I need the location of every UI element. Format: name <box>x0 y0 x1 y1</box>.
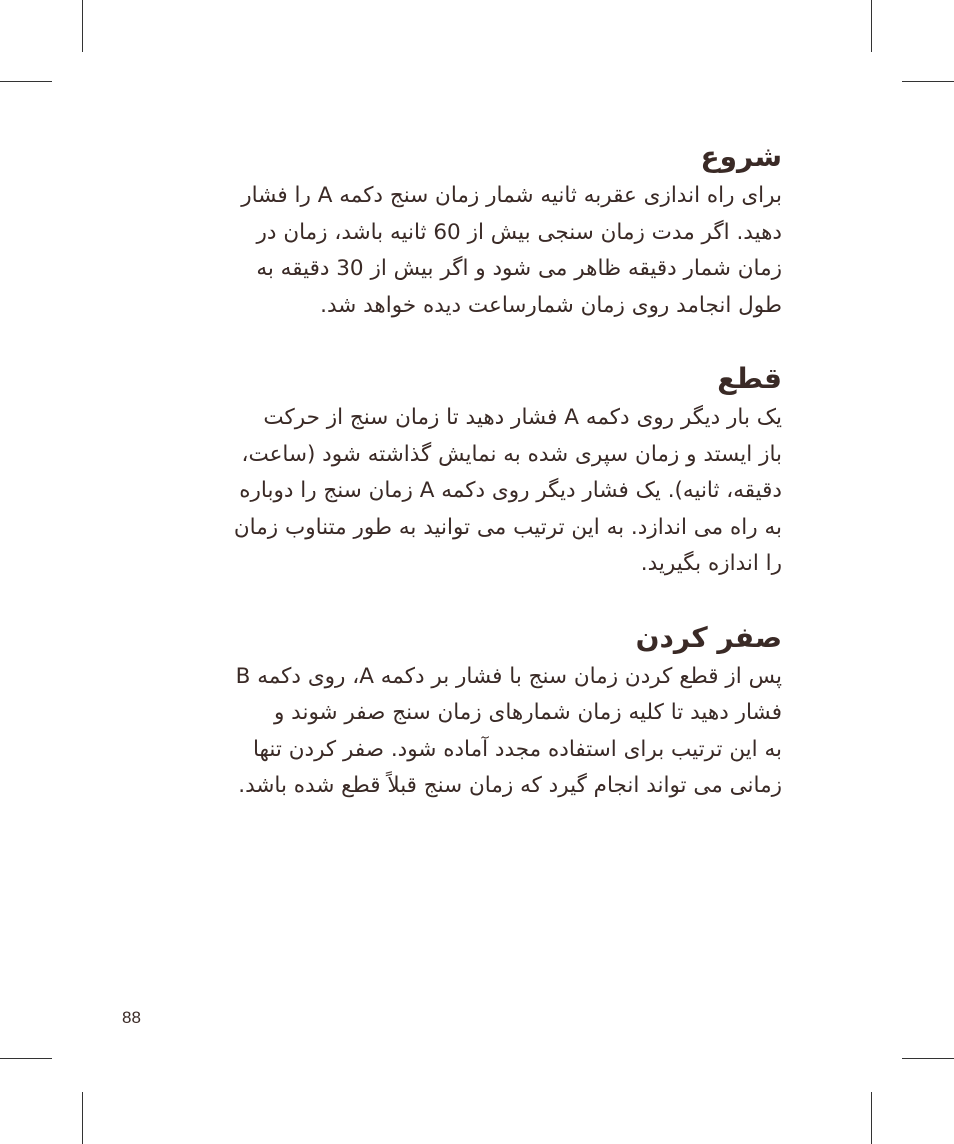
text-line: به این ترتیب برای استفاده مجدد آماده شود. صفر کردن تنها <box>252 736 782 762</box>
text-line: به راه می اندازد. به این ترتیب می توانید به طور متناوب زمان <box>233 514 782 540</box>
text-line: زمان شمار دقیقه ظاهر می شود و اگر بیش از 30 دقیقه به <box>256 256 782 281</box>
section-reset <box>140 617 782 805</box>
crop-mark-top-left-horizontal <box>0 81 52 82</box>
text-line: باز ایستد و زمان سپری شده به نمایش گذاشته شود (ساعت، <box>241 441 782 467</box>
text-line: برای راه اندازی عقربه ثانیه شمار زمان سنج دکمه A را فشار <box>241 183 782 208</box>
section-stop <box>140 358 782 583</box>
text-line: فشار دهید تا کلیه زمان شمارهای زمان سنج صفر شوند و <box>273 700 782 725</box>
section-heading: قطع <box>717 362 782 395</box>
crop-mark-top-right-horizontal <box>902 81 954 82</box>
section-start <box>140 136 782 324</box>
text-line: پس از قطع کردن زمان سنج با فشار بر دکمه A، روی دکمه B <box>235 663 782 689</box>
crop-mark-bottom-left-vertical <box>82 1092 83 1144</box>
text-line: طول انجامد روی زمان شمارساعت دیده خواهد شد. <box>320 292 782 318</box>
crop-mark-bottom-left-horizontal <box>0 1058 52 1059</box>
text-line: دقیقه، ثانیه). یک فشار دیگر روی دکمه A زمان سنج را دوباره <box>239 478 782 503</box>
section-heading: شروع <box>700 140 782 173</box>
crop-mark-top-right-vertical <box>871 0 872 52</box>
crop-mark-top-left-vertical <box>82 0 83 52</box>
text-line: یک بار دیگر روی دکمه A فشار دهید تا زمان سنج از حرکت <box>263 405 782 430</box>
section-heading: صفر کردن <box>635 620 782 654</box>
text-line: را اندازه بگیرید. <box>640 551 782 576</box>
text-line: دهید. اگر مدت زمان سنجی بیش از 60 ثانیه باشد، زمان در <box>256 219 782 245</box>
crop-mark-bottom-right-horizontal <box>902 1058 954 1059</box>
text-line: زمانی می تواند انجام گیرد که زمان سنج قبلاً قطع شده باشد. <box>238 773 782 798</box>
page-number: 88 <box>122 1008 141 1027</box>
page-content <box>140 136 782 839</box>
crop-mark-bottom-right-vertical <box>871 1092 872 1144</box>
